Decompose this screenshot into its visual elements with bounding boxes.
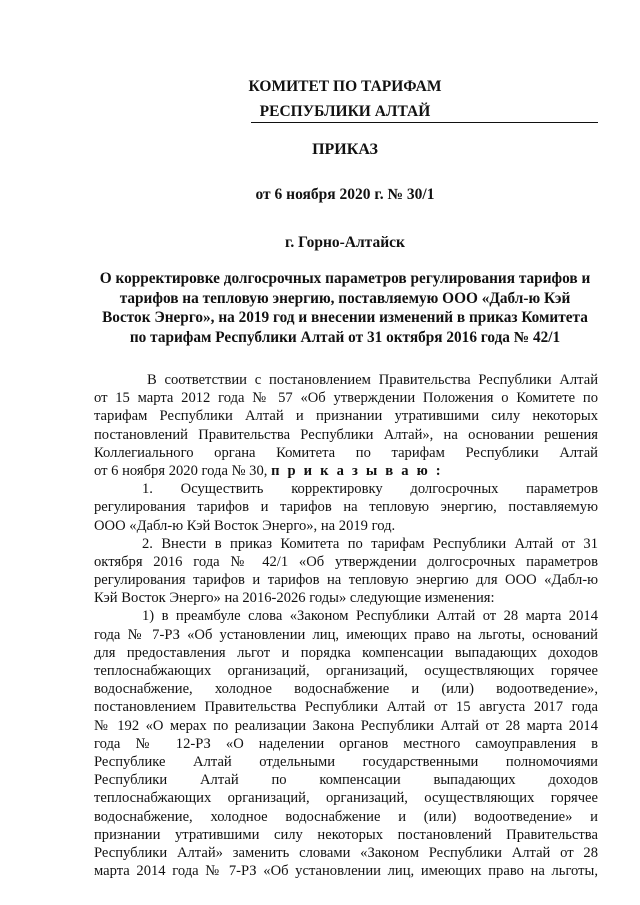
body-line: регулирования тарифов и тарифов на тепловую энергию для ООО «Дабл-ю [94, 572, 598, 589]
body-line: октября 2016 года № 42/1 «Об утверждении долгосрочных параметров [94, 553, 598, 570]
document-title [95, 269, 595, 348]
body-line: года № 12-РЗ «О наделении органов местного самоуправления в [94, 735, 598, 752]
document-city: г. Горно-Алтайск [285, 234, 405, 251]
body-line: 1. Осуществить корректировку долгосрочных параметров [142, 481, 598, 498]
body-line: водоснабжение, холодное водоснабжение и (или) водоотведение», [94, 681, 598, 698]
body-line: теплоснабжающих организаций, организаций, осуществляющих горячее [94, 790, 598, 807]
title-line: по тарифам Республики Алтай от 31 октября 2016 года № 42/1 [129, 329, 561, 347]
body-line: регулирования тарифов и тарифов на тепловую энергию, поставляемую [94, 499, 598, 516]
title-line: О корректировке долгосрочных параметров регулирования тарифов и [99, 270, 591, 287]
body-line: года № 7-РЗ «Об установлении лиц, имеющих право на льготы, оснований [94, 626, 598, 643]
body-line: марта 2014 года № 7-РЗ «Об установлении лиц, имеющих право на льготы, [94, 863, 598, 880]
header-rule [251, 122, 598, 123]
body-line: 2. Внести в приказ Комитета по тарифам Республики Алтай от 31 [142, 535, 598, 552]
body-line: для предоставления льгот и порядка компенсации выпадающих доходов [94, 644, 598, 661]
org-name-line2: РЕСПУБЛИКИ АЛТАЙ [259, 103, 431, 120]
body-line: Республике Алтай отдельными государственными полномочиями [94, 753, 598, 770]
title-line: тарифов на тепловую энергию, поставляемую ООО «Дабл-ю Кэй [119, 289, 571, 307]
document-type: ПРИКАЗ [312, 141, 378, 158]
body-line: Коллегиального органа Комитета по тарифам Республики Алтай [94, 444, 598, 461]
body-line: 1) в преамбуле слова «Законом Республики Алтай от 28 марта 2014 [142, 608, 598, 625]
body-line: теплоснабжающих организаций, организаций, осуществляющих горячее [94, 663, 598, 679]
body-line: от 15 марта 2012 года № 57 «Об утверждении Положения о Комитете по [94, 390, 598, 407]
body-line [94, 462, 598, 480]
body-line: тарифам Республики Алтай и признании утратившими силу некоторых [94, 408, 598, 425]
body-line: водоснабжение, холодное водоснабжение и (или) водоотведение» и [94, 808, 598, 825]
document-body [94, 371, 598, 880]
body-line: признании утратившими силу некоторых постановлений Правительства [94, 826, 598, 843]
title-line: Восток Энерго», на 2019 год и внесении изменений в приказ Комитета [102, 309, 588, 327]
body-line: Республики Алтай по компенсации выпадающих доходов [94, 772, 598, 789]
document-date-number: от 6 ноября 2020 г. № 30/1 [255, 186, 435, 203]
order-keyword: п р и к а з ы в а ю : [271, 462, 443, 479]
org-name-line1: КОМИТЕТ ПО ТАРИФАМ [248, 78, 442, 95]
body-line: ООО «Дабл-ю Кэй Восток Энерго», на 2019 год. [94, 517, 396, 534]
body-line: В соответствии с постановлением Правительства Республики Алтай [147, 372, 598, 388]
body-line: постановлением Правительства Республики Алтай от 15 августа 2017 года [94, 699, 598, 716]
body-line: Республики Алтай» заменить словами «Законом Республики Алтай от 28 [94, 844, 598, 861]
body-line: № 192 «О мерах по реализации Закона Республики Алтай от 28 марта 2014 [94, 717, 598, 734]
body-line: Кэй Восток Энерго» на 2016-2026 годы» следующие изменения: [94, 590, 495, 607]
body-line: постановлений Правительства Республики Алтай», на основании решения [94, 426, 598, 443]
body-line-text: от 6 ноября 2020 года № 30, [94, 462, 268, 479]
